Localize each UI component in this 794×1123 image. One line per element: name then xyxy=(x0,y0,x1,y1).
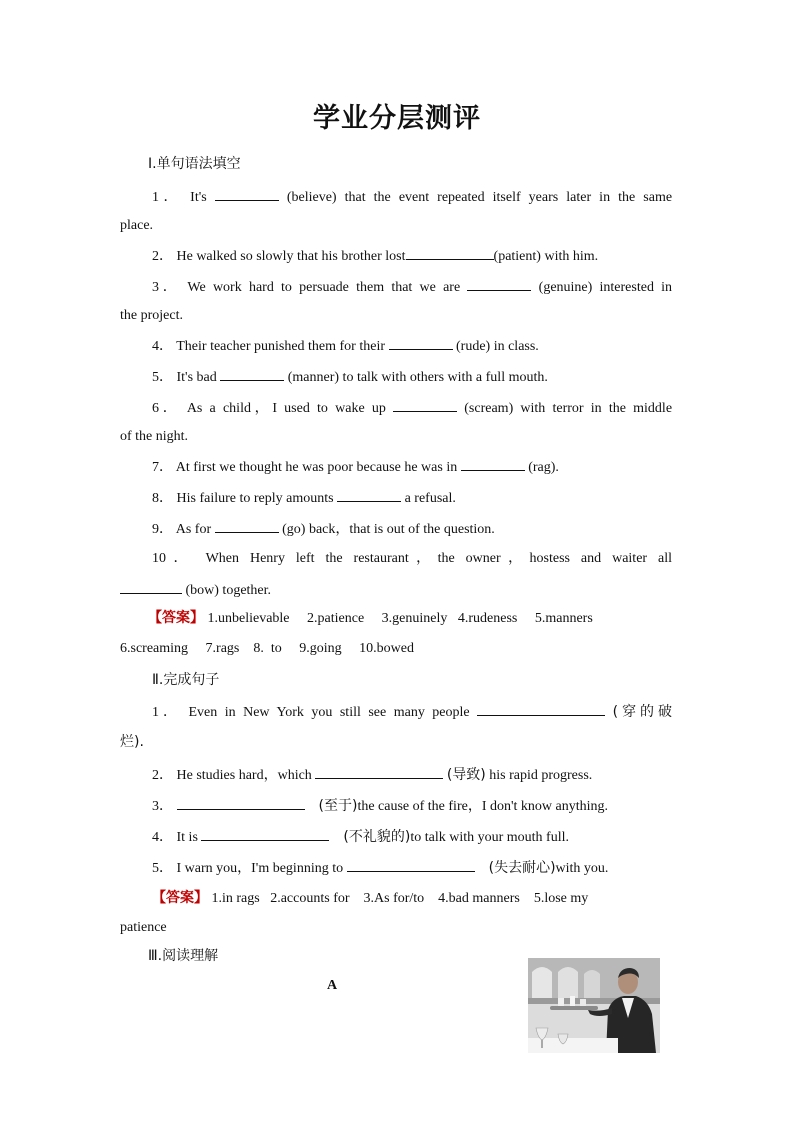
question-2-1-cont: 烂). xyxy=(120,734,144,750)
question-2-1: 1． Even in New York you still see many people (穿的破 xyxy=(152,704,673,720)
passage-letter: A xyxy=(327,978,338,993)
answer-blank[interactable] xyxy=(215,519,279,533)
section-1-heading: Ⅰ.单句语法填空 xyxy=(148,156,241,172)
question-1-3-cont: the project. xyxy=(120,308,183,323)
question-1-8: 8． His failure to reply amounts a refusal. xyxy=(152,488,672,508)
waiter-carrying-tray-photo-icon xyxy=(528,958,660,1053)
answer-blank[interactable] xyxy=(120,580,182,594)
question-1-1: 1． It's (believe) that the event repeated itself years later in the same xyxy=(152,187,672,207)
answer-tag: 【答案】 xyxy=(152,890,208,906)
question-1-3: 3． We work hard to persuade them that we are (genuine) interested in xyxy=(152,277,672,297)
page-title: 学业分层测评 xyxy=(313,103,481,134)
section-3-heading: Ⅲ.阅读理解 xyxy=(148,948,219,964)
answer-blank[interactable] xyxy=(347,858,475,872)
answer-key-1-cont: 6.screaming 7.rags 8. to 9.going 10.bowed xyxy=(120,641,414,656)
question-2-3: 3． (至于)the cause of the fire，I don't know anything. xyxy=(152,798,609,814)
answer-key-1: 【答案】 1.unbelievable 2.patience 3.genuinely 4.rudeness 5.manners xyxy=(148,610,593,626)
answer-tag: 【答案】 xyxy=(148,610,204,626)
question-1-6: 6． As a child，I used to wake up (scream) with terror in the middle xyxy=(152,398,672,418)
answer-blank[interactable] xyxy=(467,277,531,291)
answer-blank[interactable] xyxy=(337,488,401,502)
question-1-5: 5． It's bad (manner) to talk with others with a full mouth. xyxy=(152,367,672,387)
answer-blank[interactable] xyxy=(220,367,284,381)
waiter-photo-icon xyxy=(528,958,660,1053)
answer-blank[interactable] xyxy=(201,827,329,841)
question-2-4: 4． It is (不礼貌的)to talk with your mouth full. xyxy=(152,829,569,845)
question-1-1-cont: place. xyxy=(120,218,154,233)
section-2-heading: Ⅱ.完成句子 xyxy=(152,672,220,688)
question-2-5: 5． I warn you，I'm beginning to (失去耐心)with you. xyxy=(152,860,609,876)
question-1-2: 2． He walked so slowly that his brother lost (patient) with him. xyxy=(152,246,672,266)
answer-blank[interactable] xyxy=(177,796,305,810)
answer-blank[interactable] xyxy=(215,187,279,201)
answer-blank[interactable] xyxy=(406,246,494,260)
question-2-2: 2． He studies hard，which (导致) his rapid progress. xyxy=(152,767,593,783)
question-1-10-cont: (bow) together. xyxy=(120,580,672,600)
answer-blank[interactable] xyxy=(315,765,443,779)
question-1-9: 9． As for (go) back，that is out of the question. xyxy=(152,519,672,539)
answer-key-2-cont: patience xyxy=(120,920,167,935)
answer-blank[interactable] xyxy=(389,336,453,350)
answer-key-2: 【答案】 1.in rags 2.accounts for 3.As for/to 4.bad manners 5.lose my xyxy=(152,890,589,906)
question-1-4: 4． Their teacher punished them for their (rude) in class. xyxy=(152,336,672,356)
answer-blank[interactable] xyxy=(477,702,605,716)
answer-blank[interactable] xyxy=(461,457,525,471)
question-1-10: 10． When Henry left the restaurant，the owner，hostess and waiter all xyxy=(152,551,673,566)
question-1-7: 7． At first we thought he was poor because he was in (rag). xyxy=(152,457,672,477)
answer-blank[interactable] xyxy=(393,398,457,412)
question-1-6-cont: of the night. xyxy=(120,429,189,444)
